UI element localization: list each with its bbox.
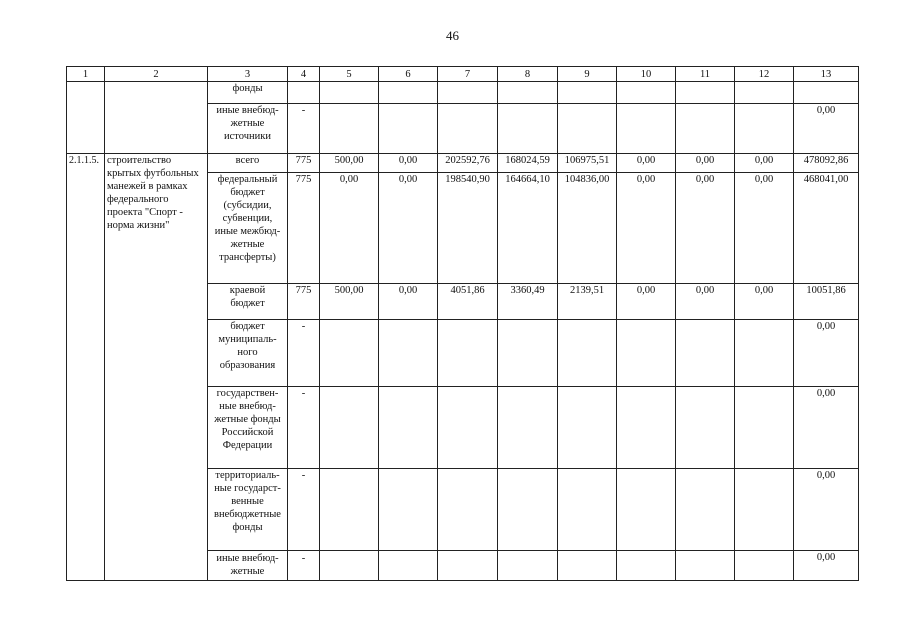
total-cell: 0,00 xyxy=(794,387,859,469)
value-cell: 168024,59 xyxy=(498,154,558,173)
dash-cell: - xyxy=(288,469,320,551)
source-cell: всего xyxy=(208,154,288,173)
header-cell: 7 xyxy=(438,67,498,82)
value-cell: 104836,00 xyxy=(558,173,617,284)
value-cell: 0,00 xyxy=(735,154,794,173)
header-cell: 11 xyxy=(676,67,735,82)
table-row xyxy=(67,154,859,173)
code-cell xyxy=(67,82,105,154)
header-cell: 9 xyxy=(558,67,617,82)
value-cell: 0,00 xyxy=(379,284,438,320)
value-cell: 0,00 xyxy=(617,173,676,284)
dash-cell: - xyxy=(288,387,320,469)
value-cell: 202592,76 xyxy=(438,154,498,173)
budget-table xyxy=(66,66,859,581)
source-text: иные внебюд- жетные источники xyxy=(216,105,279,142)
header-cell: 6 xyxy=(379,67,438,82)
table-row xyxy=(67,82,859,104)
header-cell: 10 xyxy=(617,67,676,82)
dash-cell: - xyxy=(288,320,320,387)
header-cell: 1 xyxy=(67,67,105,82)
total-cell: 468041,00 xyxy=(794,173,859,284)
description-cell: строительство крытых футбольных манежей в рамках федерального проекта "Спорт - норма жизни" xyxy=(105,154,208,581)
header-cell: 4 xyxy=(288,67,320,82)
header-cell: 2 xyxy=(105,67,208,82)
value-cell: 0,00 xyxy=(617,154,676,173)
value-cell: 0,00 xyxy=(379,154,438,173)
header-cell: 5 xyxy=(320,67,379,82)
value-cell: 106975,51 xyxy=(558,154,617,173)
value-cell: 0,00 xyxy=(379,173,438,284)
header-cell: 8 xyxy=(498,67,558,82)
source-cell xyxy=(208,469,288,551)
value-cell: 500,00 xyxy=(320,284,379,320)
total-cell: 478092,86 xyxy=(794,154,859,173)
source-text: территориаль- ные государст- венные внебюджетные фонды xyxy=(214,470,281,533)
header-cell: 3 xyxy=(208,67,288,82)
header-cell: 13 xyxy=(794,67,859,82)
source-text: государствен- ные внебюд- жетные фонды Российской Федерации xyxy=(214,388,281,451)
code-cell: 2.1.1.5. xyxy=(67,154,105,581)
value-cell: 775 xyxy=(288,284,320,320)
source-text: федеральный бюджет (субсидии, субвенции, иные межбюд- жетные трансферты) xyxy=(214,174,281,263)
value-cell: 3360,49 xyxy=(498,284,558,320)
value-cell: 0,00 xyxy=(320,173,379,284)
dash-cell: - xyxy=(288,551,320,581)
source-text: иные внебюд- жетные xyxy=(216,553,279,577)
value-cell: 775 xyxy=(288,173,320,284)
value-cell: 775 xyxy=(288,154,320,173)
value-cell: 4051,86 xyxy=(438,284,498,320)
source-text: бюджет муниципаль- ного образования xyxy=(218,321,277,371)
page-number: 46 xyxy=(446,28,459,43)
value-cell: 164664,10 xyxy=(498,173,558,284)
value-cell: 198540,90 xyxy=(438,173,498,284)
value-cell: 0,00 xyxy=(676,173,735,284)
source-cell xyxy=(208,173,288,284)
value-cell: 0,00 xyxy=(676,154,735,173)
total-cell: 10051,86 xyxy=(794,284,859,320)
source-cell xyxy=(208,551,288,581)
total-cell: 0,00 xyxy=(794,469,859,551)
source-cell xyxy=(208,320,288,387)
header-row xyxy=(67,67,859,82)
source-cell xyxy=(208,104,288,154)
total-cell: 0,00 xyxy=(794,320,859,387)
value-cell: 0,00 xyxy=(735,173,794,284)
source-cell xyxy=(208,284,288,320)
value-cell: 0,00 xyxy=(617,284,676,320)
description-cell xyxy=(105,82,208,154)
value-cell: 2139,51 xyxy=(558,284,617,320)
total-cell: 0,00 xyxy=(794,551,859,581)
value-cell: 500,00 xyxy=(320,154,379,173)
total-cell: 0,00 xyxy=(794,104,859,154)
header-cell: 12 xyxy=(735,67,794,82)
source-cell xyxy=(208,387,288,469)
value-cell: 0,00 xyxy=(676,284,735,320)
source-cell: фонды xyxy=(208,82,288,104)
dash-cell: - xyxy=(288,104,320,154)
value-cell: 0,00 xyxy=(735,284,794,320)
source-text: краевой бюджет xyxy=(229,285,266,309)
